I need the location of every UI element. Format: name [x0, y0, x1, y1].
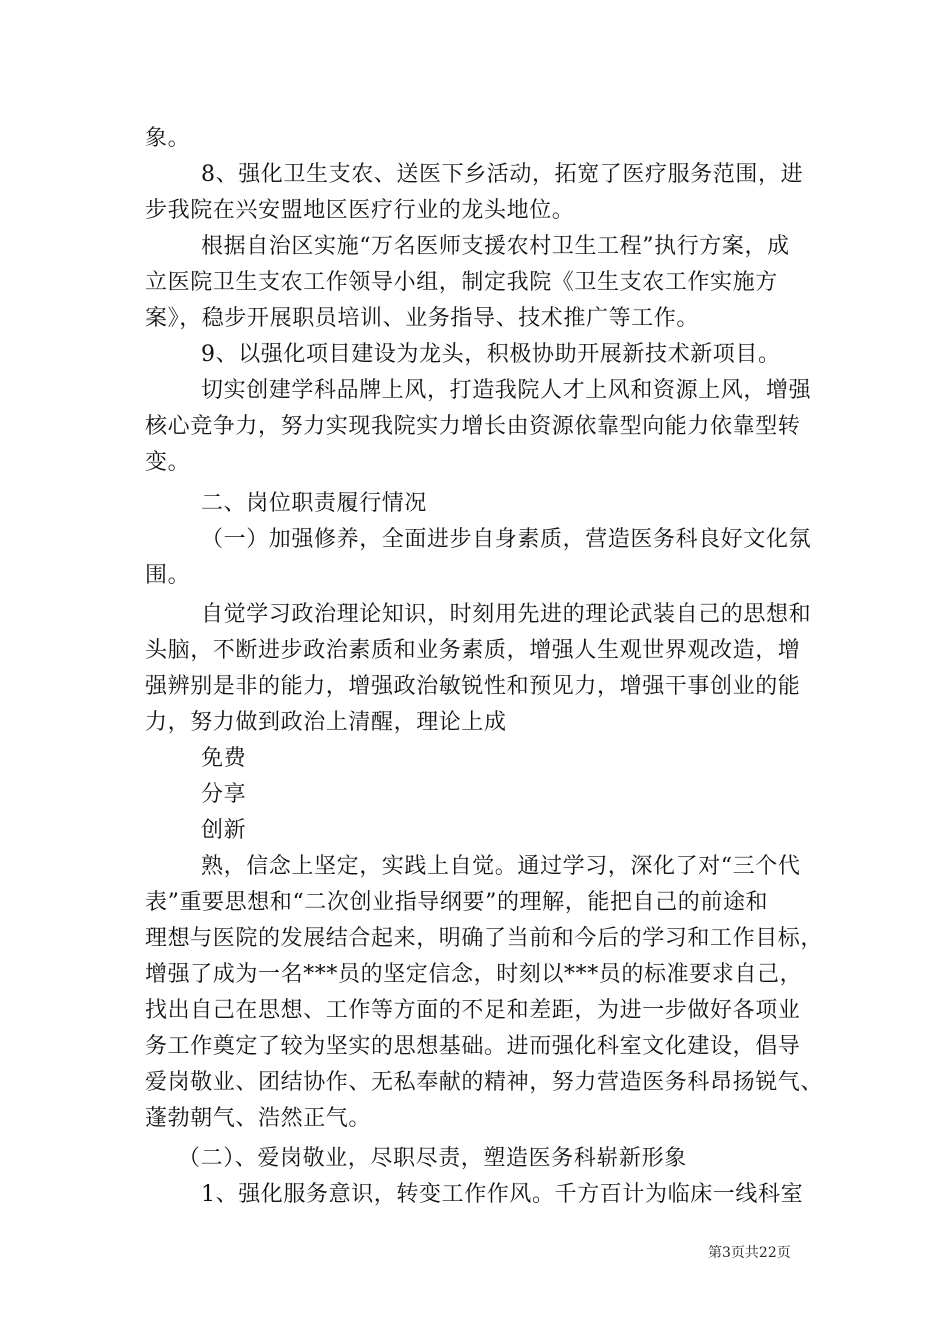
text-line-27: 爱岗敬业、团结协作、无私奉献的精神，努力营造医务科昂扬锐气、: [145, 1070, 824, 1095]
text-line-9: 核心竞争力，努力实现我院实力增长由资源依靠型向能力依靠型转: [145, 414, 801, 439]
text-line-21: 熟，信念上坚定，实践上自觉。通过学习，深化了对“三个代: [201, 854, 801, 879]
text-line-5: 立医院卫生支农工作领导小组，制定我院《卫生支农工作实施方: [145, 270, 778, 295]
text-line-20: 创新: [201, 818, 247, 843]
text-line-14: 自觉学习政治理论知识，时刻用先进的理论武装自己的思想和: [201, 602, 812, 627]
text-line-7: 9、以强化项目建设为龙头，积极协助开展新技术新项目。: [201, 342, 781, 367]
text-line-2: 8、强化卫生支农、送医下乡活动，拓宽了医疗服务范围，进: [201, 162, 804, 187]
text-line-19: 分享: [201, 782, 247, 807]
text-line-25: 找出自己在思想、工作等方面的不足和差距，为进一步做好各项业: [145, 998, 801, 1023]
text-line-13: 围。: [145, 563, 191, 588]
text-line-17: 力，努力做到政治上清醒，理论上成: [145, 710, 507, 735]
text-line-22: 表”重要思想和“二次创业指导纲要”的理解，能把自己的前途和: [145, 890, 769, 915]
text-line-26: 务工作奠定了较为坚实的思想基础。进而强化科室文化建设，倡导: [145, 1034, 801, 1059]
subsection-heading-2: （二）、爱岗敬业，尽职尽责，塑造医务科崭新形象: [178, 1146, 687, 1171]
text-line-28: 蓬勃朝气、浩然正气。: [145, 1106, 372, 1131]
text-line-15: 头脑，不断进步政治素质和业务素质，增强人生观世界观改造，增: [145, 638, 801, 663]
text-line-18: 免费: [201, 746, 247, 771]
text-line-8: 切实创建学科品牌上风，打造我院人才上风和资源上风，增强: [201, 378, 812, 403]
text-line-23: 理想与医院的发展结合起来，明确了当前和今后的学习和工作目标，: [145, 926, 824, 951]
text-line-30: 1、强化服务意识，转变工作作风。千方百计为临床一线科室: [201, 1182, 804, 1207]
text-line-16: 强辨别是非的能力，增强政治敏锐性和预见力，增强干事创业的能: [145, 674, 801, 699]
page-number: 第3页共22页: [708, 1245, 791, 1261]
text-line-10: 变。: [145, 450, 191, 475]
text-line-1: 象。: [145, 126, 191, 151]
text-line-6: 案》，稳步开展职员培训、业务指导、技术推广等工作。: [145, 306, 700, 331]
text-line-4: 根据自治区实施“万名医师支援农村卫生工程”执行方案，成: [201, 234, 790, 259]
text-line-24: 增强了成为一名***员的坚定信念，时刻以***员的标准要求自己，: [145, 962, 803, 987]
text-line-3: 步我院在兴安盟地区医疗行业的龙头地位。: [145, 198, 575, 223]
subsection-heading-1: （一）加强修养，全面进步自身素质，营造医务科良好文化氛: [201, 527, 812, 552]
section-heading-2: 二、岗位职责履行情况: [201, 491, 428, 516]
